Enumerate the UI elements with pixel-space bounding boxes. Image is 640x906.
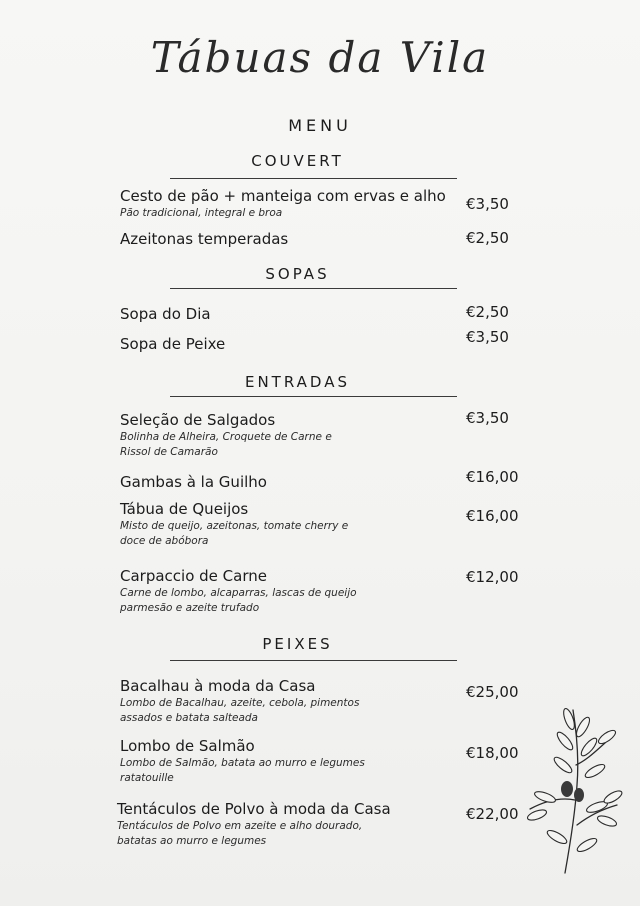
- menu-item: [120, 736, 520, 786]
- item-name: Gambas à la Guilho: [120, 473, 267, 491]
- item-description: Lombo de Bacalhau, azeite, cebola, pimentos assados e batata salteada: [120, 697, 360, 724]
- section-heading-couvert: COUVERT: [251, 152, 344, 170]
- section-divider: [170, 178, 457, 179]
- item-description: Tentáculos de Polvo em azeite e alho dourado, batatas ao murro e legumes: [117, 820, 363, 847]
- section-heading-sopas: SOPAS: [265, 265, 330, 283]
- item-name: Lombo de Salmão: [120, 737, 255, 755]
- menu-item: [117, 799, 517, 849]
- item-price: €18,00: [466, 744, 519, 762]
- item-price: €3,50: [466, 328, 509, 346]
- item-name: Bacalhau à moda da Casa: [120, 677, 316, 695]
- menu-item: [120, 676, 520, 726]
- item-price: €16,00: [466, 468, 519, 486]
- menu-item: [120, 472, 520, 492]
- menu-item: [120, 410, 520, 460]
- menu-item: [120, 304, 520, 324]
- item-price: €16,00: [466, 507, 519, 525]
- section-divider: [170, 288, 457, 289]
- item-price: €25,00: [466, 683, 519, 701]
- item-price: €3,50: [466, 409, 509, 427]
- menu-heading: MENU: [288, 116, 352, 135]
- menu-item: [120, 566, 520, 616]
- item-description: Pão tradicional, integral e broa: [120, 207, 283, 219]
- item-name: Tábua de Queijos: [120, 500, 249, 518]
- section-heading-peixes: PEIXES: [262, 635, 333, 653]
- section-divider: [170, 396, 457, 397]
- item-price: €3,50: [466, 195, 509, 213]
- section-divider: [170, 660, 457, 661]
- item-name: Azeitonas temperadas: [120, 230, 289, 248]
- item-price: €22,00: [466, 805, 519, 823]
- item-name: Sopa de Peixe: [120, 335, 226, 353]
- restaurant-title: Tábuas da Vila: [150, 33, 490, 82]
- olive-branch-icon: [525, 705, 625, 875]
- menu-item: [120, 334, 520, 354]
- item-description: Lombo de Salmão, batata ao murro e legumes ratatouille: [120, 757, 365, 784]
- item-price: €2,50: [466, 229, 509, 247]
- menu-item: [120, 186, 520, 221]
- item-name: Cesto de pão + manteiga com ervas e alho: [120, 187, 446, 205]
- item-price: €12,00: [466, 568, 519, 586]
- menu-item: [120, 229, 520, 249]
- item-description: Misto de queijo, azeitonas, tomate cherry e doce de abóbora: [120, 520, 349, 547]
- item-name: Tentáculos de Polvo à moda da Casa: [117, 800, 391, 818]
- item-name: Carpaccio de Carne: [120, 567, 267, 585]
- item-price: €2,50: [466, 303, 509, 321]
- item-description: Bolinha de Alheira, Croquete de Carne e Rissol de Camarão: [120, 431, 332, 458]
- section-heading-entradas: ENTRADAS: [244, 373, 350, 391]
- item-name: Sopa do Dia: [120, 305, 211, 323]
- item-description: Carne de lombo, alcaparras, lascas de queijo parmesão e azeite trufado: [120, 587, 357, 614]
- item-name: Seleção de Salgados: [120, 411, 276, 429]
- menu-item: [120, 499, 520, 549]
